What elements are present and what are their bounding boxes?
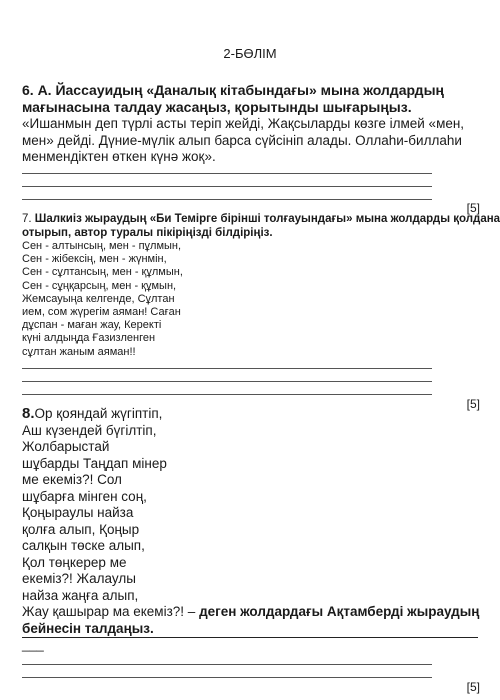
poem-line: шұбарды Таңдап мінер [22,455,167,471]
section-title: 2-БӨЛІМ [223,46,277,61]
question-7-poem [22,240,322,359]
poem-line: Жемсауыңа келгенде, Сұлтан [22,292,175,305]
poem-line: найза жаңға алып, [22,587,139,603]
poem-line: Сен - алтынсың, мен - пұлмын, [22,240,182,252]
poem-line: ме екеміз?! Сол [22,472,122,487]
poem-line: Қол төңкерер ме [22,554,127,570]
poem-line: күні алдыңда Ғазизленген [22,332,156,345]
question-7-heading [22,212,500,240]
poem-line: Сен - сұлтансың, мен - құлмын, [22,266,183,279]
question-8-prompt-line [22,604,482,621]
poem-line: Сен - жібексің, мен - жүнмін, [22,253,167,266]
poem-line: сұлтан жаным аяман!! [22,345,136,358]
poem-line: салқын төске алып, [22,538,145,553]
question-6-heading-line: мағынасына талдау жасаңыз, қорытынды шығарыңыз. [22,99,412,115]
question-6-quote-line: мен» дейді. Дүние-мүлік алып барса сүйсініп алады. Оллаһи-биллаһи [22,132,462,148]
answer-line [22,381,432,382]
poem-line-text: Ор қояндай жүгіптіп, [34,406,163,421]
poem-line [22,406,482,423]
answer-stub: ___ [22,637,44,652]
answer-line [22,637,478,638]
question-6-quote [22,116,482,166]
poem-line: дұспан - маған жау, Керекті [22,319,162,332]
poem-line: екеміз?! Жалаулы [22,571,136,586]
poem-line: Жолбарыстай [22,439,110,454]
question-6-heading [22,82,482,116]
question-6-quote-line: менмендіктен өткен күнә жоқ». [22,149,216,164]
question-8-prompt-end: бейнесін талдаңыз. [22,620,154,636]
question-8-number: 8. [22,405,35,422]
question-8-prompt: деген жолдардағы Ақтамберді жыраудың [199,604,480,619]
question-7-score: [5] [466,397,480,411]
question-6-heading-line: 6. А. Йассауидың «Даналық кітабындағы» мына жолдардың [22,82,444,98]
poem-line: Сен - сұңқарсың, мен - құмын, [22,279,177,292]
question-7-heading-line [22,212,500,226]
question-6-score: [5] [466,201,480,215]
question-8 [22,406,482,637]
poem-line: Қоңыраулы найза [22,505,134,520]
question-7-heading-text: Шалкиіз жыраудың «Би Темірге бірінші толғауындағы» мына жолдарды қолдана [34,213,500,225]
answer-line [22,173,432,174]
question-7-heading-line: отырып, автор туралы пікіріңізді білдіріңіз. [22,227,273,239]
poem-line: ием, сом жүрегім аяман! Саған [22,306,181,319]
answer-line [22,664,432,665]
poem-line: қолға алып, Қоңыр [22,521,140,537]
answer-line [22,368,432,369]
question-8-score: [5] [466,680,480,694]
question-7-number: 7. [22,213,32,225]
question-6-quote-line: «Ишанмын деп түрлі асты теріп жейді, Жақсыларды көзге ілмей «мен, [22,116,465,131]
poem-line: шұбарға мінген соң, [22,488,147,504]
poem-line-text: Жау қашырар ма екеміз?! – [22,604,200,619]
answer-line [22,677,432,678]
answer-line [22,199,432,200]
poem-line: Аш күзендей бүгілтіп, [22,422,157,438]
answer-line [22,186,432,187]
answer-line [22,394,432,395]
